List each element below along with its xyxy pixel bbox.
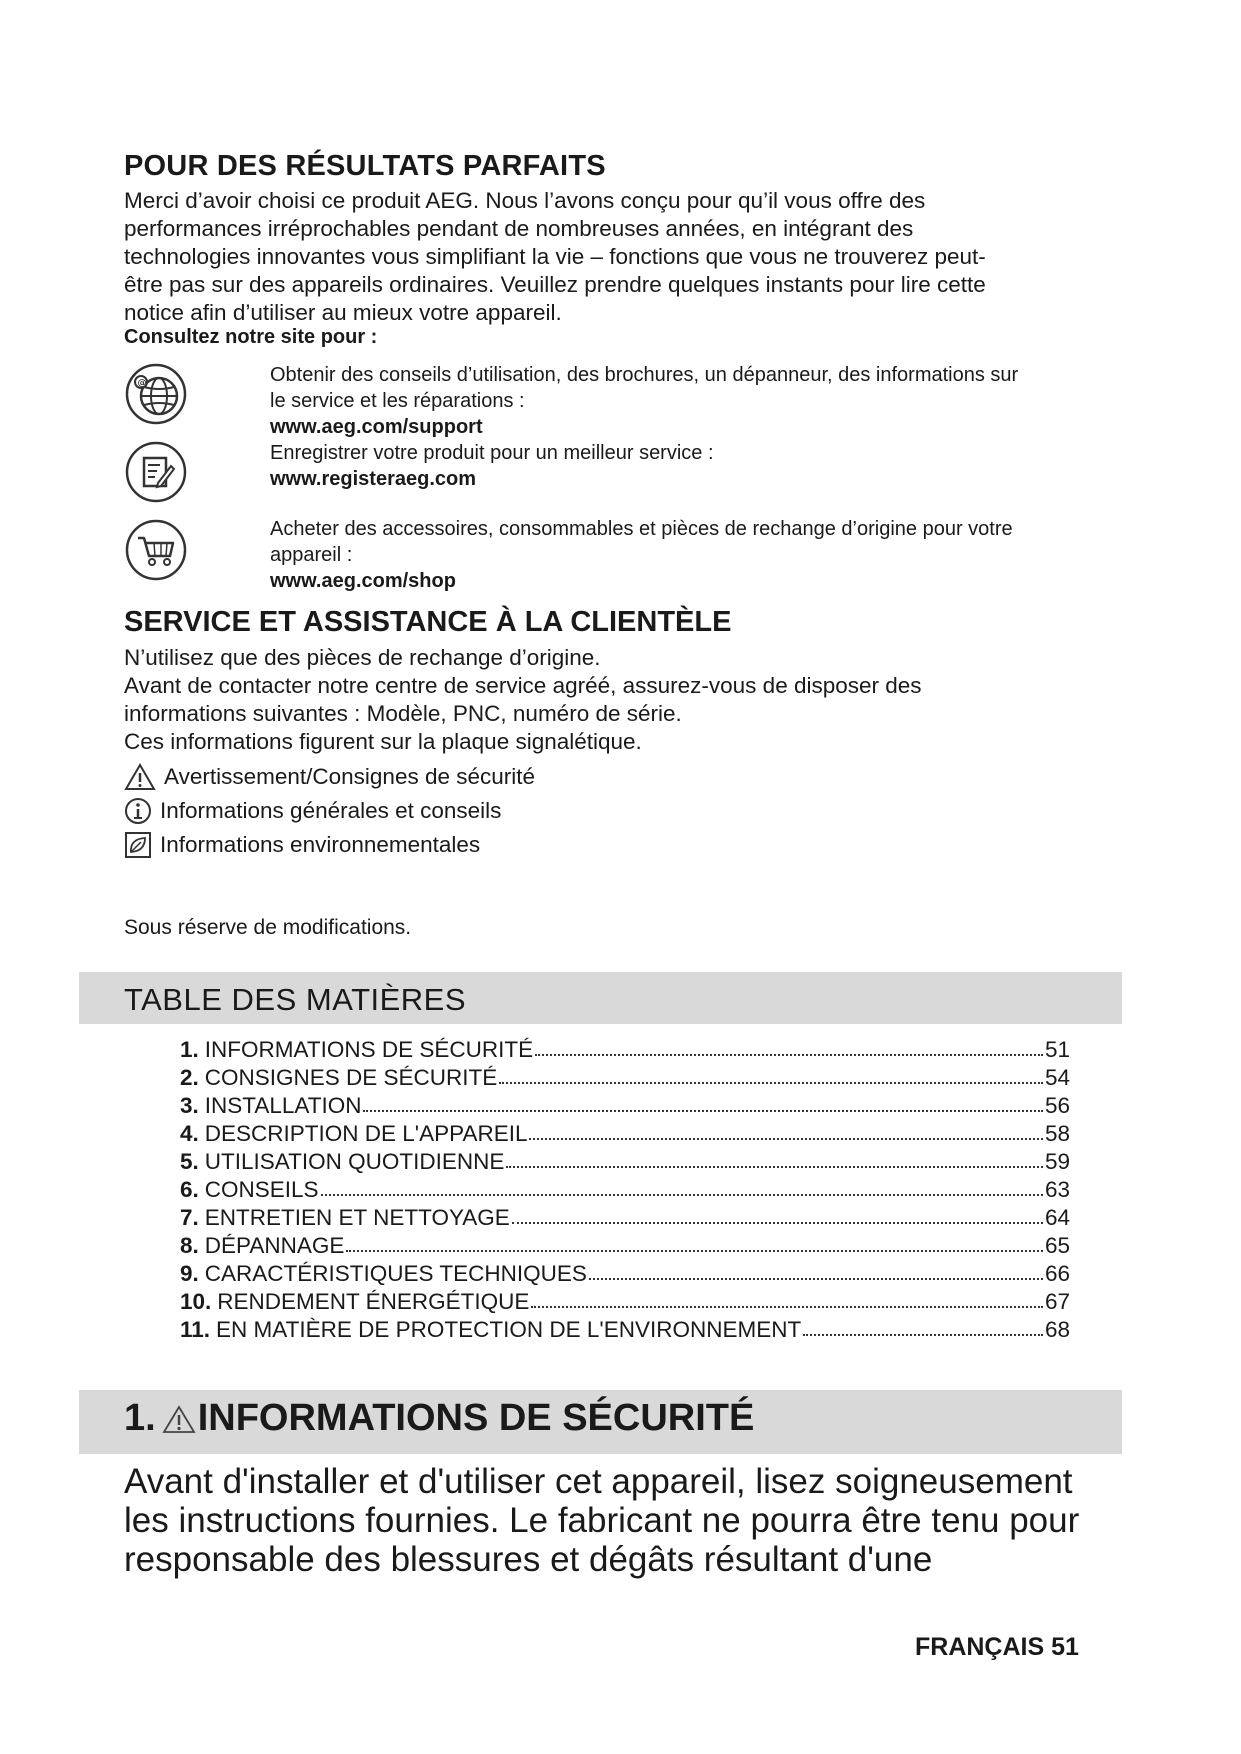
service-support xyxy=(270,362,1120,440)
toc-leader xyxy=(346,1232,1043,1252)
toc-entry-title: UTILISATION QUOTIDIENNE xyxy=(204,1149,505,1174)
legend-environment xyxy=(124,830,480,860)
cart-icon xyxy=(124,518,188,582)
toc-item[interactable] xyxy=(180,1064,1070,1092)
toc-item[interactable] xyxy=(180,1260,1070,1288)
toc-number: 1. xyxy=(180,1037,199,1062)
toc-item[interactable] xyxy=(180,1148,1070,1176)
warning-icon xyxy=(162,1404,196,1434)
toc-page-number: 64 xyxy=(1044,1205,1070,1230)
toc-title: TABLE DES MATIÈRES xyxy=(124,982,467,1017)
service-line: informations suivantes : Modèle, PNC, numéro de série. xyxy=(124,701,682,726)
toc-number: 6. xyxy=(180,1177,199,1202)
toc-page-number: 59 xyxy=(1044,1149,1070,1174)
toc-number: 5. xyxy=(180,1149,199,1174)
intro-line: technologies innovantes vous simplifiant la vie – fonctions que vous ne trouverez peut- xyxy=(124,244,986,269)
toc-leader xyxy=(589,1260,1043,1280)
toc-item[interactable] xyxy=(180,1092,1070,1120)
safety-line: Avant d'installer et d'utiliser cet appareil, lisez soigneusement xyxy=(124,1462,1073,1501)
service-line: Ces informations figurent sur la plaque signalétique. xyxy=(124,729,642,754)
toc-leader xyxy=(531,1288,1043,1308)
toc-item[interactable] xyxy=(180,1316,1070,1344)
toc-entry-title: DÉPANNAGE xyxy=(204,1233,345,1258)
service-line: appareil : xyxy=(270,544,353,566)
toc-page-number: 68 xyxy=(1044,1317,1070,1342)
safety-intro xyxy=(124,1462,1124,1579)
toc-number: 10. xyxy=(180,1289,212,1314)
info-icon xyxy=(124,797,152,825)
toc-leader xyxy=(499,1064,1043,1084)
toc-item[interactable] xyxy=(180,1176,1070,1204)
safety-line: responsable des blessures et dégâts résultant d'une xyxy=(124,1540,933,1579)
globe-icon xyxy=(124,362,188,426)
toc-leader xyxy=(535,1036,1043,1056)
toc-item[interactable] xyxy=(180,1232,1070,1260)
legend-label: Avertissement/Consignes de sécurité xyxy=(164,764,536,789)
intro-line: notice afin d’utiliser au mieux votre appareil. xyxy=(124,300,562,325)
svg-text:@: @ xyxy=(137,378,147,389)
toc-item[interactable] xyxy=(180,1120,1070,1148)
service-shop xyxy=(270,516,1120,594)
service-register xyxy=(270,440,1120,492)
toc-leader xyxy=(363,1092,1043,1112)
results-heading: POUR DES RÉSULTATS PARFAITS xyxy=(124,150,606,182)
service-line: Enregistrer votre produit pour un meilleur service : xyxy=(270,442,714,464)
toc-leader xyxy=(512,1204,1043,1224)
toc-item[interactable] xyxy=(180,1288,1070,1316)
register-link[interactable]: www.registeraeg.com xyxy=(270,468,476,490)
toc-entry-title: RENDEMENT ÉNERGÉTIQUE xyxy=(217,1289,530,1314)
service-line: Obtenir des conseils d’utilisation, des brochures, un dépanneur, des informations sur xyxy=(270,364,1019,386)
toc-page-number: 54 xyxy=(1044,1065,1070,1090)
section-title xyxy=(124,1397,754,1440)
toc-number: 8. xyxy=(180,1233,199,1258)
toc-number: 9. xyxy=(180,1261,199,1286)
toc-entry-title: DESCRIPTION DE L'APPAREIL xyxy=(204,1121,528,1146)
toc-page-number: 67 xyxy=(1044,1289,1070,1314)
toc-page-number: 66 xyxy=(1044,1261,1070,1286)
toc-entry-title: EN MATIÈRE DE PROTECTION DE L'ENVIRONNEMENT xyxy=(216,1317,802,1342)
warning-icon xyxy=(124,763,156,791)
legend-label: Informations générales et conseils xyxy=(160,798,502,823)
safety-line: les instructions fournies. Le fabricant ne pourra être tenu pour xyxy=(124,1501,1080,1540)
toc-number: 2. xyxy=(180,1065,199,1090)
intro-paragraph xyxy=(124,187,1104,327)
leaf-icon xyxy=(124,831,152,859)
service-heading: SERVICE ET ASSISTANCE À LA CLIENTÈLE xyxy=(124,606,732,638)
toc-leader xyxy=(803,1316,1043,1336)
service-line: le service et les réparations : xyxy=(270,390,525,412)
table-of-contents xyxy=(180,1036,1070,1344)
toc-leader xyxy=(506,1148,1043,1168)
toc-leader xyxy=(321,1176,1043,1196)
section-number: 1. xyxy=(124,1397,156,1439)
toc-leader xyxy=(529,1120,1042,1140)
service-line: N’utilisez que des pièces de rechange d’origine. xyxy=(124,645,601,670)
intro-line: performances irréprochables pendant de nombreuses années, en intégrant des xyxy=(124,216,914,241)
toc-page-number: 65 xyxy=(1044,1233,1070,1258)
toc-entry-title: CARACTÉRISTIQUES TECHNIQUES xyxy=(204,1261,587,1286)
toc-page-number: 56 xyxy=(1044,1093,1070,1118)
intro-line: Merci d’avoir choisi ce produit AEG. Nous l’avons conçu pour qu’il vous offre des xyxy=(124,188,926,213)
toc-entry-title: INSTALLATION xyxy=(204,1093,362,1118)
consult-label: Consultez notre site pour : xyxy=(124,326,378,348)
legend-label: Informations environnementales xyxy=(160,832,481,857)
toc-entry-title: ENTRETIEN ET NETTOYAGE xyxy=(204,1205,510,1230)
register-icon xyxy=(124,440,188,504)
intro-line: être pas sur des appareils ordinaires. Veuillez prendre quelques instants pour lire cette xyxy=(124,272,986,297)
toc-number: 3. xyxy=(180,1093,199,1118)
toc-item[interactable] xyxy=(180,1036,1070,1064)
toc-entry-title: CONSIGNES DE SÉCURITÉ xyxy=(204,1065,498,1090)
toc-item[interactable] xyxy=(180,1204,1070,1232)
toc-entry-title: INFORMATIONS DE SÉCURITÉ xyxy=(204,1037,534,1062)
toc-page-number: 58 xyxy=(1044,1121,1070,1146)
service-line: Avant de contacter notre centre de service agréé, assurez-vous de disposer des xyxy=(124,673,922,698)
shop-link[interactable]: www.aeg.com/shop xyxy=(270,570,456,592)
reserve-note: Sous réserve de modifications. xyxy=(124,916,412,939)
toc-page-number: 51 xyxy=(1044,1037,1070,1062)
legend-warning xyxy=(124,762,535,792)
toc-number: 7. xyxy=(180,1205,199,1230)
toc-number: 4. xyxy=(180,1121,199,1146)
legend-info xyxy=(124,796,501,826)
toc-page-number: 63 xyxy=(1044,1177,1070,1202)
toc-entry-title: CONSEILS xyxy=(204,1177,319,1202)
page-footer: FRANÇAIS 51 xyxy=(915,1633,1079,1661)
service-line: Acheter des accessoires, consommables et pièces de rechange d’origine pour votre xyxy=(270,518,1013,540)
support-link[interactable]: www.aeg.com/support xyxy=(270,416,483,438)
section-title-text: INFORMATIONS DE SÉCURITÉ xyxy=(197,1397,755,1439)
toc-number: 11. xyxy=(180,1317,211,1342)
